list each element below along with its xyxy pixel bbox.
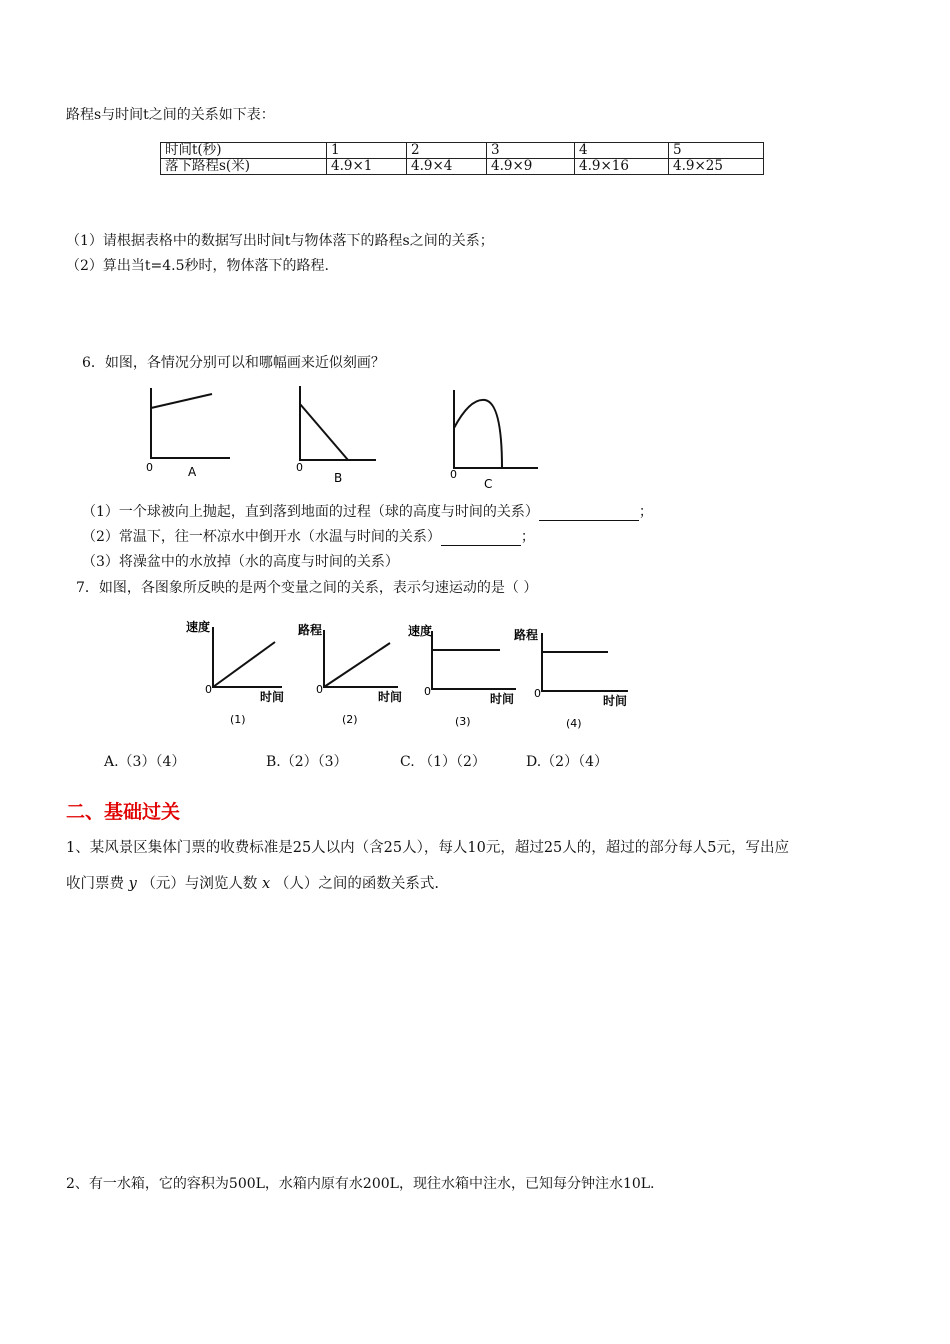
graph-3-ylabel: 速度 [408,624,433,638]
q6-part2 [82,526,535,546]
s2-q1-line2 [66,872,439,893]
graph-3-caption: (3) [455,715,471,728]
table-cell: 4.9×1 [327,159,407,175]
answer-blank-2[interactable] [441,531,521,546]
origin-label: 0 [316,683,323,696]
answer-blank-1[interactable] [539,506,639,521]
table-cell: 4.9×9 [487,159,575,175]
data-table [160,142,764,175]
graph-1-caption: (1) [230,713,246,726]
graph-1-xlabel: 时间 [260,690,285,704]
q7-option-a: A.（3）（4） [104,754,186,770]
graph-3-xlabel: 时间 [490,692,515,706]
table-header-distance: 落下路程s(米) [161,159,327,175]
graph-2-ylabel: 路程 [298,623,323,637]
section2-title: 二、基础过关 [66,801,181,823]
q6-graphs [130,378,560,493]
table-row [161,159,764,175]
graph-2-xlabel: 时间 [378,690,403,704]
origin-label: 0 [205,683,212,696]
s2-q1-text-b: （元）与浏览人数 [141,876,258,892]
s2-q2: 2、有一水箱，它的容积为500L，水箱内原有水200L，现往水箱中注水，已知每分钟注水10L. [66,1176,655,1192]
table-header-time: 时间t(秒) [161,143,327,159]
graph-4-xlabel: 时间 [603,694,628,708]
table-cell: 5 [669,143,764,159]
q7-title: 7．如图，各图象所反映的是两个变量之间的关系，表示匀速运动的是（ ） [76,580,538,596]
q7-option-b: B.（2）（3） [266,754,348,770]
table-cell: 3 [487,143,575,159]
q7-graphs [180,615,650,735]
s2-q1-text-a: 收门票费 [66,876,124,892]
graph-2-caption: (2) [342,713,358,726]
variable-y: y [128,876,137,892]
s2-q1-text-c: （人）之间的函数关系式. [274,876,439,892]
q6-part1 [82,501,653,521]
table-cell: 4.9×25 [669,159,764,175]
origin-label: 0 [146,461,153,474]
graph-b-label: B [334,471,343,485]
origin-label: 0 [424,685,431,698]
table-cell: 4 [575,143,669,159]
graph-a [151,388,230,458]
origin-label: 0 [534,687,541,700]
graph-4-ylabel: 路程 [514,628,539,642]
s2-q1-line1: 1、某风景区集体门票的收费标准是25人以内（含25人），每人10元，超过25人的，超过的部分每人5元，写出应 [66,840,789,856]
table-cell: 4.9×16 [575,159,669,175]
graph-3 [432,631,516,689]
variable-x: x [262,876,271,892]
origin-label: 0 [450,468,457,481]
q5-part1: （1）请根据表格中的数据写出时间t与物体落下的路程s之间的关系； [66,233,494,249]
table-cell: 4.9×4 [407,159,487,175]
table-cell: 1 [327,143,407,159]
table-row [161,143,764,159]
q7-option-d: D.（2）（4） [526,754,608,770]
q6-part2-text: （2）常温下，往一杯凉水中倒开水（水温与时间的关系） [82,529,441,545]
q7-option-c: C. （1）（2） [400,754,486,770]
q5-part2: （2）算出当t=4.5秒时，物体落下的路程. [66,258,329,274]
q6-title: 6．如图，各情况分别可以和哪幅画来近似刻画？ [82,355,385,371]
graph-1-ylabel: 速度 [186,620,211,634]
graph-c-label: C [484,477,493,491]
graph-c [454,390,538,468]
intro-text: 路程s与时间t之间的关系如下表： [66,107,275,123]
graph-2 [324,630,398,687]
table-cell: 2 [407,143,487,159]
q6-part1-end: ； [638,504,653,520]
graph-4-caption: (4) [566,717,582,730]
origin-label: 0 [296,461,303,474]
graph-a-label: A [188,465,197,479]
graph-1 [213,627,282,687]
graph-b [300,386,376,460]
q6-part2-end: ； [520,529,535,545]
graph-4 [542,633,628,691]
q6-part3: （3）将澡盆中的水放掉（水的高度与时间的关系） [82,554,399,570]
q6-part1-text: （1）一个球被向上抛起，直到落到地面的过程（球的高度与时间的关系） [82,504,539,520]
